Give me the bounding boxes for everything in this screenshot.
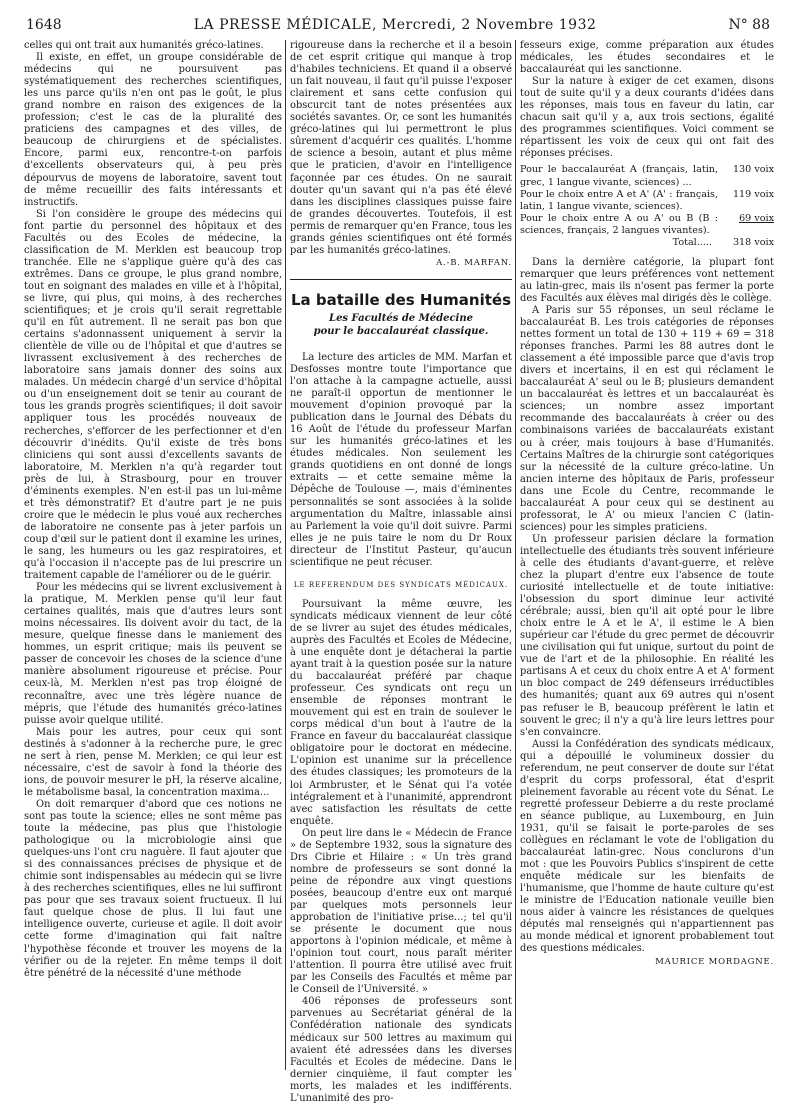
- page-number: 1648: [26, 17, 62, 33]
- journal-title: LA PRESSE MÉDICALE, Mercredi, 2 Novembre 1932: [193, 17, 597, 33]
- column-3: [520, 40, 774, 1076]
- paragraph: 406 réponses de professeurs sont parvenues au Secrétariat général de la Confédération nationale des syndicats médicaux sur 500 lettres au maximum qui avaient été adressées dans les diverses Facultés et Ecoles de médecine. Dans le dernier cinquième, il faut compter les morts, les malades et les indifférents. L'unanimité des pro-: [290, 996, 512, 1104]
- section-subhead: LE REFERENDUM DES SYNDICATS MÉDICAUX.: [293, 580, 509, 589]
- paragraph: Dans la dernière catégorie, la plupart font remarquer que leurs préférences vont nettement au latin-grec, mais ils n'osent pas fermer la porte des Facultés aux élèves mal dirigés dès le collège.: [520, 256, 774, 304]
- vote-row: [520, 213, 774, 237]
- article-subtitle-2: pour le baccalauréat classique.: [313, 325, 489, 337]
- vote-value: 318 voix: [732, 236, 774, 248]
- vote-row: [520, 189, 774, 213]
- column-rule-2: [515, 40, 516, 1070]
- signature-marfan: A.-B. MARFAN.: [436, 257, 512, 268]
- paragraph: Il existe, en effet, un groupe considérable de médecins qui ne poursuivent pas systématiquement des recherches scientifiques, les uns parce qu'ils n'en ont pas le goût, le plus grand nombre en raison des exigences de la profession; c'est le cas de la pluralité des praticiens des campagnes et des villes, de beaucoup de chirurgiens et de spécialistes. Encore, parmi eux, rencontre-t-on parfois d'excellents observateurs qui, à peu près dépourvus de moyens de laboratoire, savent tout de même recueillir des faits intéressants et instructifs.: [24, 52, 282, 208]
- paragraph: Pour les médecins qui se livrent exclusivement à la pratique, M. Merklen pense qu'il leur faut certaines qualités, mais que d'autres leurs sont moins nécessaires. Ils doivent avoir du tact, de la mesure, quelque finesse dans le maniement des hommes, un esprit critique; mais ils peuvent se passer de concevoir les choses de la science d'une manière absolument rigoureuse et précise. Pour ceux-là, M. Merklen n'est pas trop éloigné de reconnaître, avec une très légère nuance de mépris, que l'étude des humanités gréco-latines puisse avoir quelque utilité.: [24, 582, 282, 726]
- vote-total-row: [520, 237, 774, 249]
- vote-value: 119 voix: [732, 188, 774, 200]
- signature-mordagne: MAURICE MORDAGNE.: [655, 956, 774, 967]
- issue-number: N° 88: [728, 17, 770, 33]
- article-heading: [290, 279, 512, 338]
- vote-label: Total.....: [672, 236, 712, 248]
- vote-label: Pour le choix entre A et A' (A' : français, latin, 1 langue vivante, sciences).: [520, 188, 718, 212]
- paragraph: fesseurs exige, comme préparation aux études médicales, les études secondaires et le baccalauréat qui les sanctionne.: [520, 40, 774, 76]
- paragraph: Mais pour les autres, pour ceux qui sont destinés à s'adonner à la recherche pure, le grec ne sert à rien, pense M. Merklen; ce qui leur est nécessaire, c'est de savoir à fond la théorie des ions, de pouvoir mesurer le pH, la réserve alcaline, le métabolisme basal, la concentration maxima...: [24, 726, 282, 798]
- vote-table: [520, 164, 774, 248]
- column-rule-1: [285, 40, 286, 1070]
- paragraph: A Paris sur 55 réponses, un seul réclame le baccalauréat B. Les trois catégories de réponses nettes forment un total de 130 + 119 + 69 = 318 réponses franches. Parmi les 88 autres dont le classement a été impossible parce que d'avis trop divers et incertains, il en est qui réclament le baccalauréat A' seul ou le B; plusieurs demandent un baccalauréat ès lettres et un baccalauréat ès sciences; un nombre assez important recommande des baccalauréats à créer ou des combinaisons variées de baccalauréats existant ou à créer, mais toujours à base d'Humanités. Certains Maîtres de la chirurgie sont catégoriques sur la nécessité de la culture gréco-latine. Un ancien interne des hôpitaux de Paris, professeur dans une Ecole du Centre, recommande le baccalauréat A pour ceux qui se destinent au professorat, le A' ou mieux l'ancien C (latin-sciences) pour les simples praticiens.: [520, 304, 774, 533]
- vote-label: Pour le baccalauréat A (français, latin, grec, 1 langue vivante, sciences) ...: [520, 164, 718, 188]
- paragraph: On doit remarquer d'abord que ces notions ne sont pas toute la science; elles ne sont même pas toute la médecine, pas plus que l'histologie pathologique ou la microbiologie ainsi que quelques-uns l'ont cru naguère. Il faut ajouter que si des connaissances précises de physique et de chimie sont indispensables au médecin qui se livre à des recherches scientifiques, elles ne lui suffiront pas pour que ses travaux soient fructueux. Il lui faut quelque chose de plus. Il lui faut une intelligence ouverte, curieuse et agile. Il doit avoir cette forme d'imagination qui fait naître l'hypothèse féconde et trouver les moyens de la vérifier ou de la rejeter. En même temps il doit être pénétré de la nécessité d'une méthode: [24, 798, 282, 979]
- paragraph: rigoureuse dans la recherche et il a besoin de cet esprit critique qui manque à trop d'habiles techniciens. Et quand il a observé un fait nouveau, il faut qu'il puisse l'exposer clairement et sans cette confusion qui obscurcit tant de notes présentées aux sociétés savantes. Or, ce sont les humanités gréco-latines qui lui permettront le plus sûrement d'acquérir ces qualités. L'homme de science a besoin, autant et plus même que le praticien, d'avoir en l'intelligence façonnée par ces études. On ne saurait douter qu'un savant qui n'a pas été élevé dans les disciplines classiques puisse faire de grandes découvertes. Toutefois, il est permis de remarquer qu'en France, tous les grands génies scientifiques ont été formés par les humanités gréco-latines.: [290, 40, 512, 256]
- paragraph: Sur la nature à exiger de cet examen, disons tout de suite qu'il y a deux courants d'idées dans les réponses, mais tous en faveur du latin, car chacun sait qu'il y a, aux trois sections, égalité des programmes scientifiques. Voici comment se répartissent les voix de ceux qui ont fait des réponses précises.: [520, 76, 774, 160]
- paragraph: Un professeur parisien déclare la formation intellectuelle des étudiants très souvent inférieure à celle des étudiants d'avant-guerre, et relève chez la plupart d'entre eux l'absence de toute curiosité intellectuelle et de toute initiative: l'obsession du sport diminue leur activité cérébrale; aussi, bien qu'il ait opté pour le libre choix entre le A et le A', il estime le A bien supérieur car l'étude du grec permet de découvrir une civilisation qui fut unique, surtout du point de vue de l'art et de la philosophie. En réalité les partisans A et ceux du choix entre A et A' forment un bloc compact de 249 défenseurs irréductibles des humanités; quant aux 69 autres qui n'osent pas refuser le B, beaucoup préfèrent le latin et souvent le grec; il n'y a qu'à lire leurs lettres pour s'en convaincre.: [520, 533, 774, 738]
- vote-row: [520, 164, 774, 188]
- column-2: [290, 40, 512, 1104]
- paragraph: celles qui ont trait aux humanités gréco-latines.: [24, 40, 264, 51]
- paragraph: Si l'on considère le groupe des médecins qui font partie du personnel des hôpitaux et des Facultés ou des Ecoles de médecine, la classification de M. Merklen est beaucoup trop tranchée. Elle ne s'applique guère qu'à des cas extrêmes. Dans ce groupe, le plus grand nombre, tout en soignant des malades en ville et à l'hôpital, se livre, qui plus, qui moins, à des recherches scientifiques; et je crois qu'il serait regrettable qu'il en fût autrement. Il ne serait pas bon que certains s'adonnassent uniquement à servir la clientèle de ville ou de l'hôpital et que d'autres se livrassent exclusivement à des recherches de laboratoire sans jamais donner des soins aux malades. Un médecin chargé d'un service d'hôpital ou d'un enseignement doit se tenir au courant de tous les grands progrès scientifiques; il doit savoir appliquer tous les procédés nouveaux de recherches, s'efforcer de les perfectionner et d'en découvrir d'inédits. Qu'il existe de très bons cliniciens qui sont aussi d'excellents savants de laboratoire, M. Merklen n'a qu'à regarder tout près de lui, à Strasbourg, pour en trouver d'éminents exemples. N'en est-il pas un lui-même et très démonstratif? Et d'autre part je ne puis croire que le médecin le plus voué aux recherches de laboratoire ne consente pas à jeter parfois un coup d'œil sur le patient dont il examine les urines, le sang, les humeurs ou les gaz respiratoires, et qu'à l'occasion il n'accepte pas de lui prescrire un traitement capable de l'améliorer ou de le guérir.: [24, 208, 282, 582]
- vote-value: 130 voix: [732, 164, 774, 176]
- paragraph: La lecture des articles de MM. Marfan et Desfosses montre toute l'importance que l'on attache à la campagne actuelle, aussi ne paraît-il opportun de mentionner le mouvement d'opinion provoqué par la publication dans le Journal des Débats du 16 Août de l'étude du professeur Marfan sur les humanités gréco-latines et les études médicales. Non seulement les grands quotidiens en ont donné de longs extraits — et cette semaine même la Dépêche de Toulouse —, mais d'éminentes personnalités se sont associées à la solide argumentation du Maître, inlassable ainsi au Parlement la voie qu'il doit suivre. Parmi elles je ne puis taire le nom du Dr Roux directeur de l'Institut Pasteur, qu'aucun scientifique ne peut récuser.: [290, 351, 512, 568]
- article-title: La bataille des Humanités: [290, 290, 511, 309]
- vote-value: 69 voix: [739, 212, 774, 224]
- paragraph: Aussi la Confédération des syndicats médicaux, qui a dépouillé le volumineux dossier du referendum, ne peut conserver de doute sur l'état d'esprit du corps professoral, état d'esprit pleinement favorable au récent vote du Sénat. Le regretté professeur Debierre a du reste proclamé en séance publique, au Luxembourg, en Juin 1931, qu'il se faisait le porte-paroles de ses collègues en réclamant le vote de l'obligation du baccalauréat latin-grec. Nous conclurons d'un mot : que les Pouvoirs Publics s'inspirent de cette enquête médicale sur les bienfaits de l'humanisme, que l'homme de haute culture qu'est le ministre de l'Education nationale veuille bien nous aider à vaincre les résistances de quelques députés mal renseignés qui n'appartiennent pas au monde médical et ignorent probablement tout des questions médicales.: [520, 738, 774, 955]
- paragraph: On peut lire dans le « Médecin de France » de Septembre 1932, sous la signature des Drs Cibrie et Hilaire : « Un très grand nombre de professeurs se sont donné la peine de répondre aux vingt questions posées, beaucoup d'entre eux ont marqué par quelques mots personnels leur approbation de l'initiative prise...; tel qu'il se présente le document que nous apportons à l'opinion médicale, et même à l'opinion tout court, nous paraît mériter l'attention. Il pourra être utilisé avec fruit par les Conseils des Facultés et même par le Conseil de l'Université. »: [290, 827, 512, 996]
- vote-label: Pour le choix entre A ou A' ou B (B : sciences, français, 2 langues vivantes).: [520, 212, 718, 236]
- page-header: [26, 14, 770, 36]
- column-1: [24, 40, 282, 1076]
- article-subtitle-1: Les Facultés de Médecine: [329, 312, 473, 324]
- paragraph: Poursuivant la même œuvre, les syndicats médicaux viennent de leur côté de se livrer au sujet des études médicales, auprès des Facultés et Ecoles de Médecine, à une enquête dont je détacherai la partie ayant trait à la question posée sur la nature du baccalauréat préféré par chaque professeur. Ces syndicats ont reçu un ensemble de réponses montrant le mouvement qui est en train de soulever le corps médical d'un bout à l'autre de la France en faveur du baccalauréat classique obligatoire pour le doctorat en médecine. L'opinion est unanime sur la précellence des études classiques; les promoteurs de la loi Armbruster, et le Sénat qui l'a votée intégralement et à l'unanimité, apprendront avec satisfaction les résultats de cette enquête.: [290, 598, 512, 827]
